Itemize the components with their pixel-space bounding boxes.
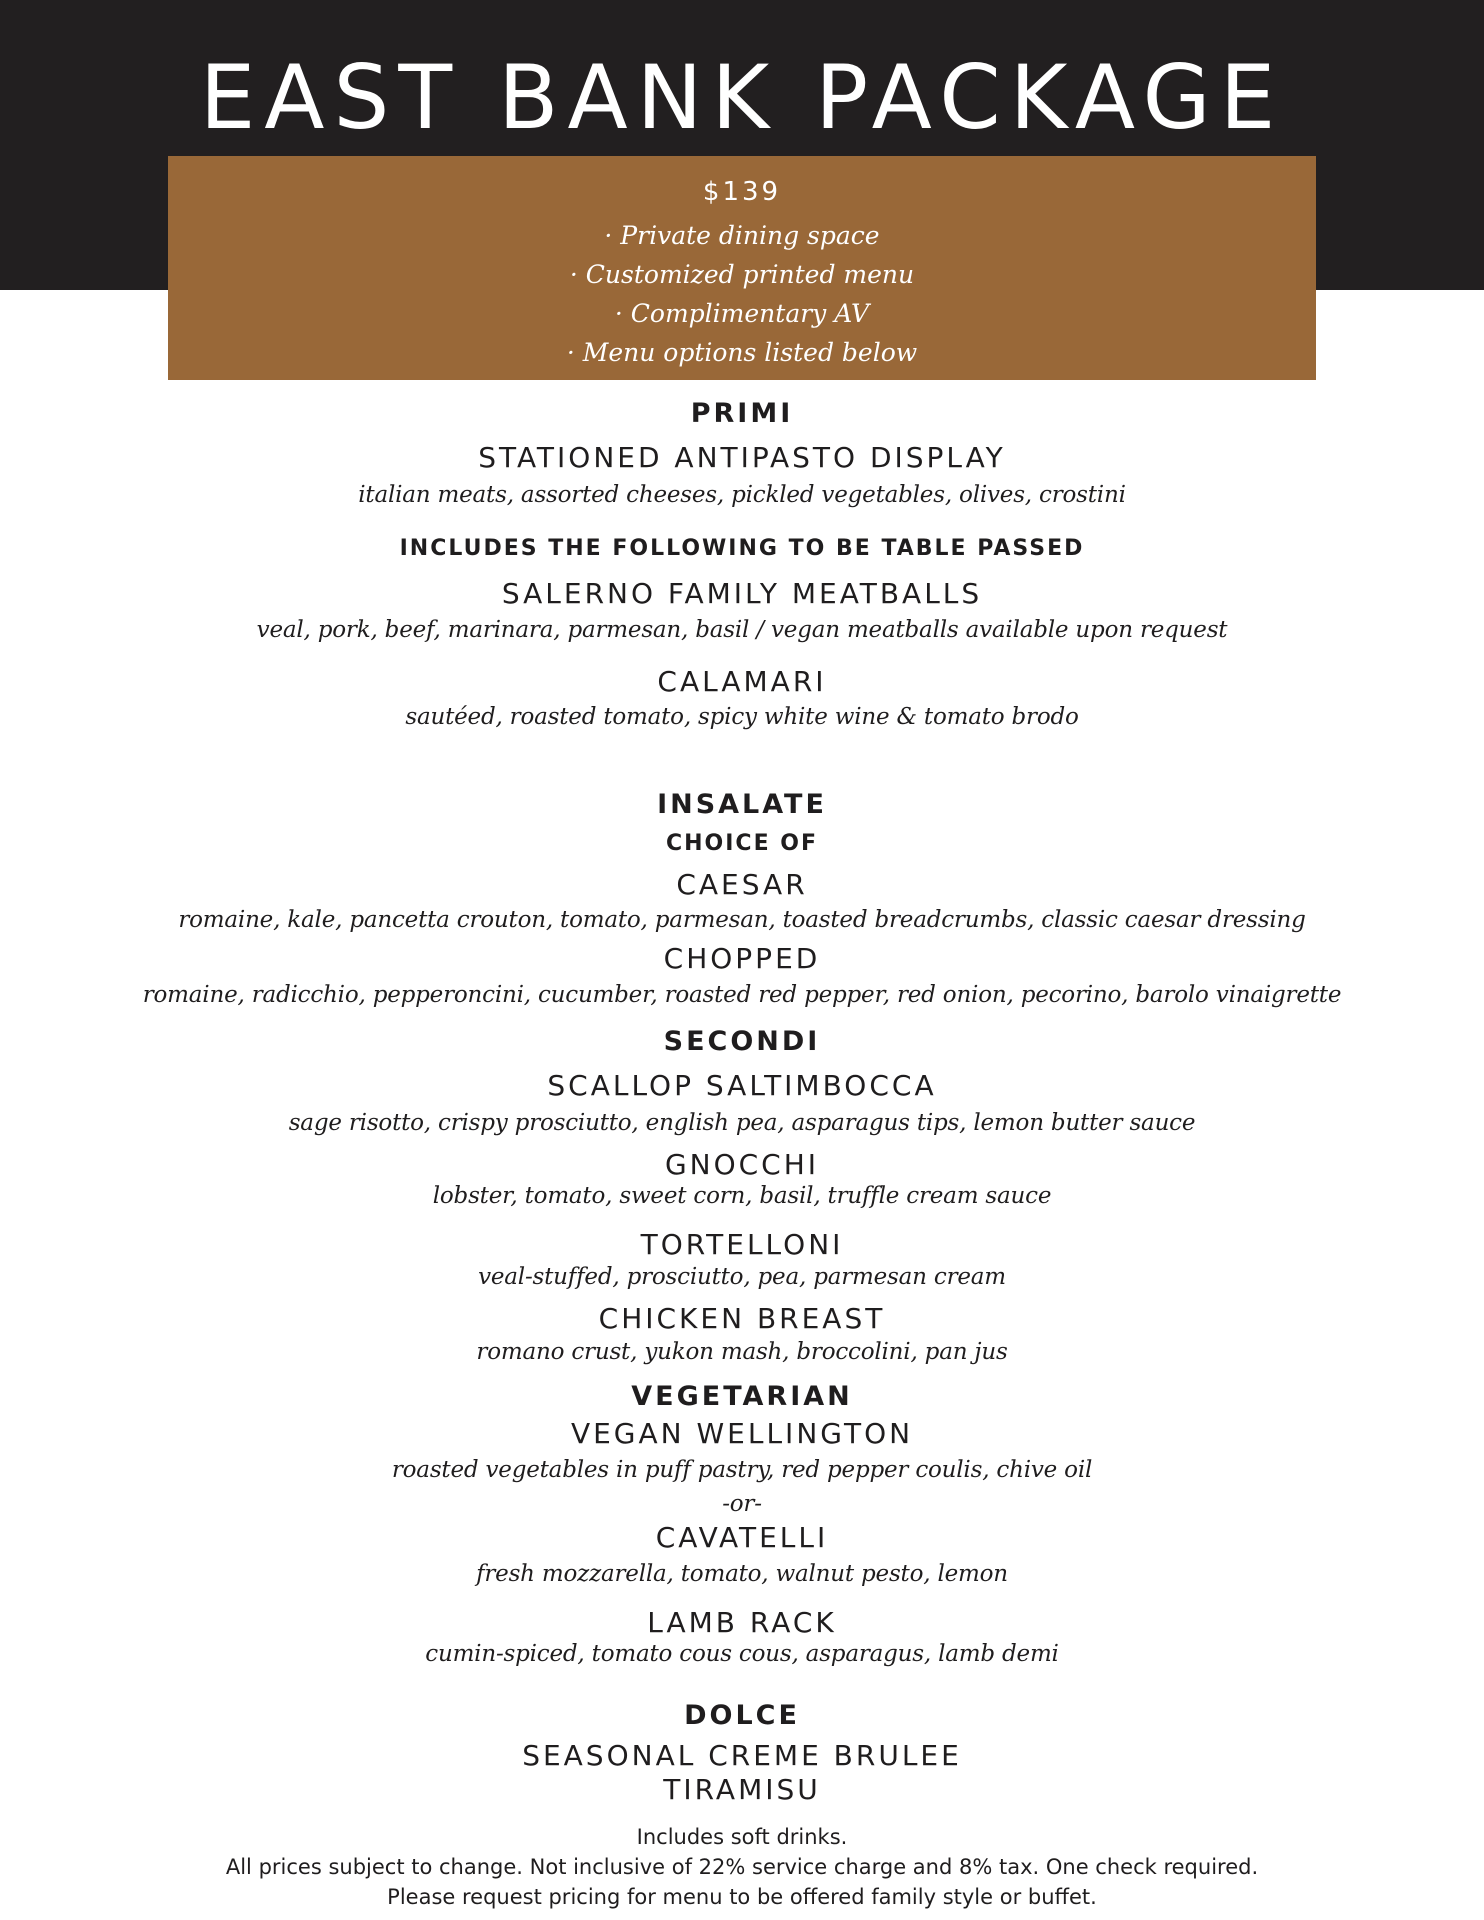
item-name-gnocchi: GNOCCHI [664,1148,820,1181]
page-title: EAST BANK PACKAGE [199,46,1285,149]
item-desc-antipasto: italian meats, assorted cheeses, pickled vegetables, olives, crostini [358,482,1126,508]
item-name-scallop: SCALLOP SALTIMBOCCA [547,1069,937,1102]
item-desc-cavatelli: fresh mozzarella, tomato, walnut pesto, lemon [476,1561,1008,1587]
item-name-caesar: CAESAR [676,868,808,901]
section-heading-primi: PRIMI [690,398,794,429]
choice-of-label: CHOICE OF [665,831,818,856]
item-name-tortelloni: TORTELLONI [640,1228,844,1261]
or-separator: -or- [722,1491,762,1517]
item-name-chicken: CHICKEN BREAST [598,1302,886,1335]
item-desc-chopped: romaine, radicchio, pepperoncini, cucumber, roasted red pepper, red onion, pecorino, barolo vinaigrette [142,982,1342,1008]
item-desc-caesar: romaine, kale, pancetta crouton, tomato, parmesan, toasted breadcrumbs, classic caesar dressing [178,907,1306,933]
item-desc-scallop: sage risotto, crispy prosciutto, english pea, asparagus tips, lemon butter sauce [288,1110,1196,1136]
footer-family-style: Please request pricing for menu to be offered family style or buffet. [387,1885,1097,1909]
feature-private-dining: · Private dining space [604,221,880,250]
section-heading-dolce: DOLCE [684,1700,800,1731]
item-desc-calamari: sautéed, roasted tomato, spicy white wine & tomato brodo [405,704,1079,730]
feature-printed-menu: · Customized printed menu [569,260,915,289]
item-name-antipasto: STATIONED ANTIPASTO DISPLAY [478,441,1006,474]
section-heading-vegetarian: VEGETARIAN [631,1381,853,1412]
item-desc-chicken: romano crust, yukon mash, broccolini, pan jus [476,1339,1008,1365]
package-price: $139 [702,177,782,207]
item-name-chopped: CHOPPED [663,942,821,975]
package-box [168,156,1316,380]
item-desc-tortelloni: veal-stuffed, prosciutto, pea, parmesan cream [478,1264,1006,1290]
item-desc-gnocchi: lobster, tomato, sweet corn, basil, truffle cream sauce [432,1183,1052,1209]
item-desc-lamb: cumin-spiced, tomato cous cous, asparagus, lamb demi [425,1641,1059,1667]
item-name-lamb: LAMB RACK [647,1606,837,1639]
item-desc-meatballs: veal, pork, beef, marinara, parmesan, basil / vegan meatballs available upon request [256,617,1228,643]
item-name-cavatelli: CAVATELLI [655,1521,829,1554]
feature-menu-options: · Menu options listed below [566,338,918,367]
item-name-meatballs: SALERNO FAMILY MEATBALLS [501,577,983,610]
footer-soft-drinks: Includes soft drinks. [636,1825,848,1849]
item-name-creme-brulee: SEASONAL CREME BRULEE [522,1739,962,1772]
feature-complimentary-av: · Complimentary AV [614,299,870,328]
item-desc-wellington: roasted vegetables in puff pastry, red pepper coulis, chive oil [391,1457,1093,1483]
passed-note: INCLUDES THE FOLLOWING TO BE TABLE PASSED [399,536,1085,561]
section-heading-secondi: SECONDI [663,1026,821,1057]
item-name-calamari: CALAMARI [657,665,827,698]
item-name-tiramisu: TIRAMISU [663,1773,821,1806]
footer-pricing-terms: All prices subject to change. Not inclusive of 22% service charge and 8% tax. One check required. [225,1855,1259,1879]
item-name-wellington: VEGAN WELLINGTON [570,1417,914,1450]
section-heading-insalate: INSALATE [657,789,827,820]
